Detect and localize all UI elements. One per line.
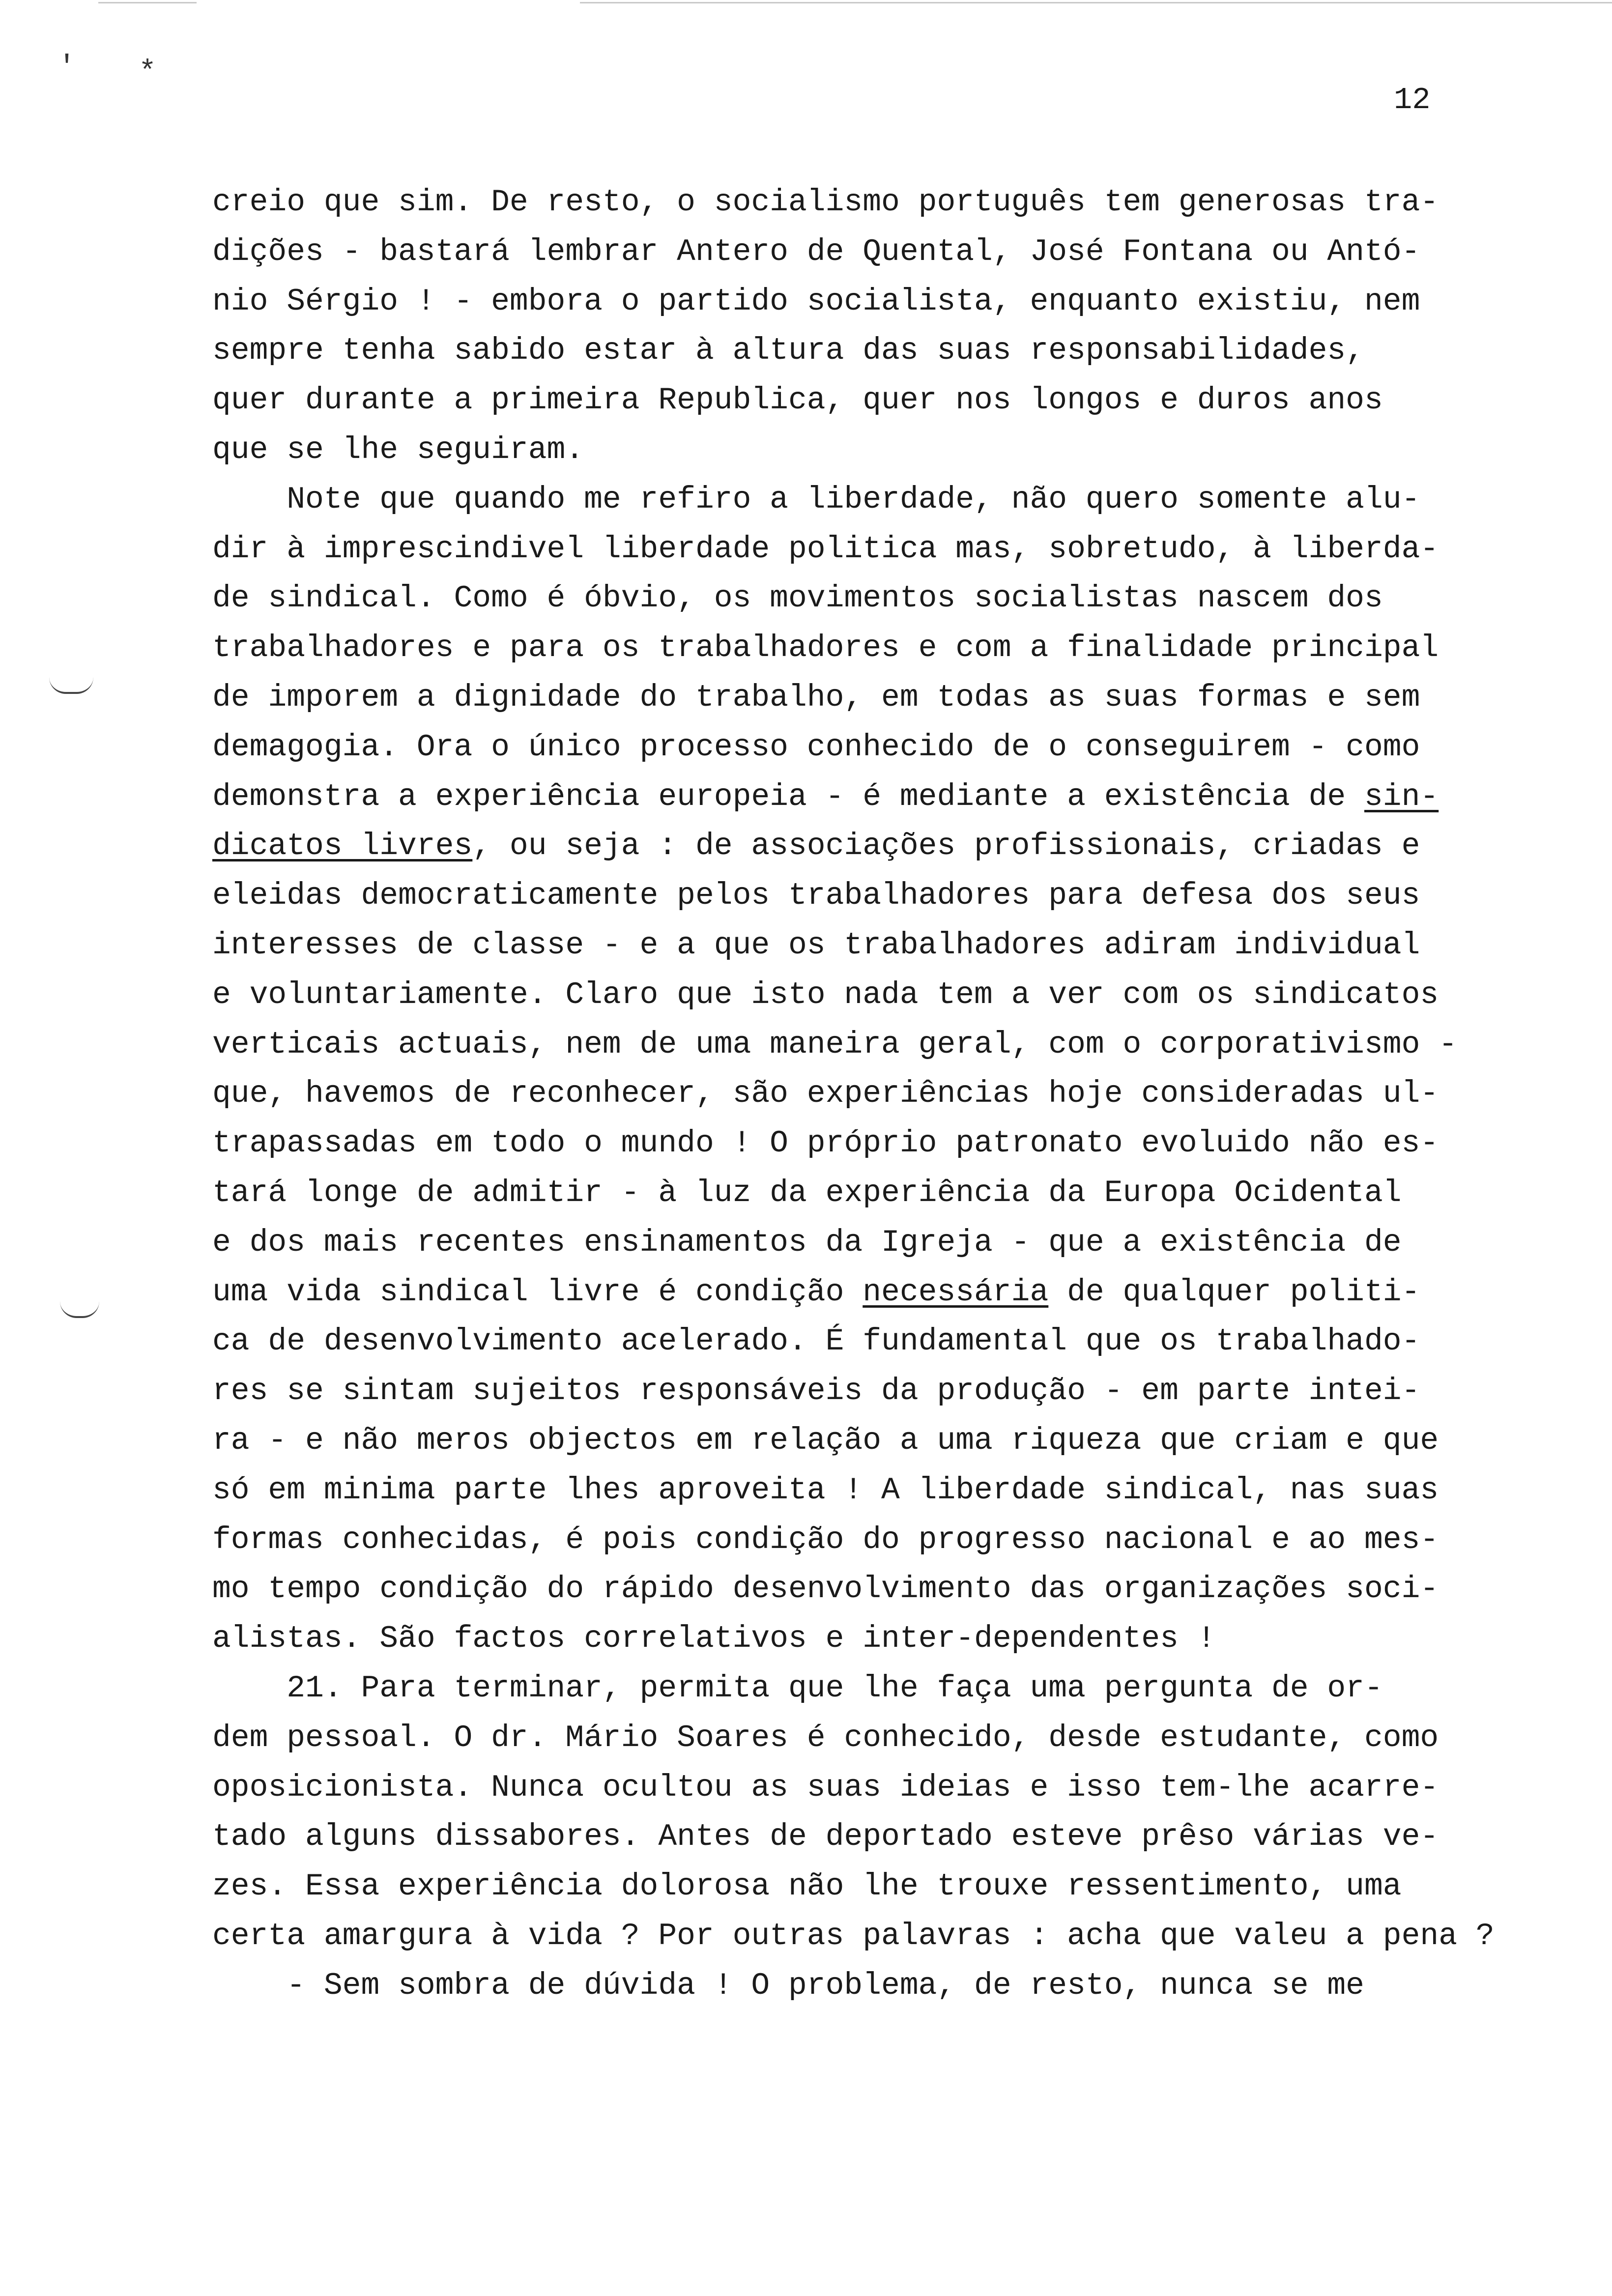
line-text: alistas. São factos correlativos e inter-dependentes !	[212, 1621, 1216, 1657]
text-line	[212, 1565, 1583, 1614]
text-line	[212, 277, 1583, 327]
page-number: 12	[1394, 83, 1431, 117]
line-text: que se lhe seguiram.	[212, 432, 584, 467]
text-line	[212, 1614, 1583, 1664]
text-line	[212, 178, 1583, 228]
line-text: , ou seja : de associações profissionais, criadas e	[472, 829, 1420, 864]
text-line	[212, 1763, 1583, 1813]
margin-curve-lower	[60, 1301, 99, 1318]
text-line	[212, 1367, 1583, 1416]
text-line	[212, 1714, 1583, 1763]
text-line	[212, 1317, 1583, 1367]
text-line	[212, 871, 1583, 921]
text-line	[212, 1119, 1583, 1169]
line-text: oposicionista. Nunca ocultou as suas ideias e isso tem-lhe acarre-	[212, 1770, 1439, 1805]
text-line	[212, 624, 1583, 673]
line-text: 21. Para terminar, permita que lhe faça uma pergunta de or-	[212, 1670, 1383, 1706]
top-rule-left	[98, 2, 197, 3]
line-text: trabalhadores e para os trabalhadores e com a finalidade principal	[212, 631, 1439, 666]
margin-curve-upper	[49, 677, 93, 694]
text-line	[212, 1069, 1583, 1119]
line-text: quer durante a primeira Republica, quer nos longos e duros anos	[212, 383, 1383, 418]
line-text: demagogia. Ora o único processo conhecido de o conseguirem - como	[212, 729, 1420, 765]
line-text: creio que sim. De resto, o socialismo português tem generosas tra-	[212, 185, 1439, 220]
text-line	[212, 822, 1583, 871]
line-text: de sindical. Como é óbvio, os movimentos socialistas nascem dos	[212, 581, 1383, 616]
text-line	[212, 376, 1583, 426]
text-line	[212, 1466, 1583, 1516]
text-line	[212, 1516, 1583, 1565]
line-text: dem pessoal. O dr. Mário Soares é conhecido, desde estudante, como	[212, 1720, 1439, 1755]
line-text: Note que quando me refiro a liberdade, não quero somente alu-	[212, 482, 1420, 517]
line-text: eleidas democraticamente pelos trabalhadores para defesa dos seus	[212, 878, 1420, 914]
line-text: de imporem a dignidade do trabalho, em todas as suas formas e sem	[212, 680, 1420, 715]
line-text: formas conhecidas, é pois condição do progresso nacional e ao mes-	[212, 1522, 1439, 1557]
line-text: uma vida sindical livre é condição	[212, 1274, 863, 1310]
line-text: ca de desenvolvimento acelerado. É fundamental que os trabalhado-	[212, 1324, 1420, 1359]
underlined-text: sin-	[1364, 779, 1439, 814]
text-line	[212, 1416, 1583, 1466]
line-text: só em minima parte lhes aproveita ! A liberdade sindical, nas suas	[212, 1472, 1439, 1508]
top-rule-right	[580, 2, 1612, 3]
line-text: dir à imprescindivel liberdade politica mas, sobretudo, à liberda-	[212, 531, 1439, 567]
text-line	[212, 475, 1583, 525]
line-text: de qualquer politi-	[1048, 1274, 1420, 1310]
line-text: dições - bastará lembrar Antero de Quental, José Fontana ou Antó-	[212, 234, 1420, 269]
line-text: - Sem sombra de dúvida ! O problema, de resto, nunca se me	[212, 1968, 1364, 2003]
line-text: zes. Essa experiência dolorosa não lhe trouxe ressentimento, uma	[212, 1869, 1402, 1904]
body-text	[212, 178, 1583, 2010]
text-line	[212, 326, 1583, 376]
underlined-text: necessária	[863, 1274, 1049, 1310]
line-text: demonstra a experiência europeia - é mediante a existência de	[212, 779, 1364, 814]
line-text: que, havemos de reconhecer, são experiências hoje consideradas ul-	[212, 1076, 1439, 1112]
line-text: sempre tenha sabido estar à altura das suas responsabilidades,	[212, 333, 1364, 369]
text-line	[212, 921, 1583, 971]
text-line	[212, 228, 1583, 277]
margin-mark-star: *	[139, 56, 157, 89]
text-line	[212, 1020, 1583, 1070]
text-line	[212, 1912, 1583, 1961]
text-line	[212, 1664, 1583, 1714]
margin-mark-dot: '	[58, 51, 76, 85]
text-line	[212, 1812, 1583, 1862]
text-line	[212, 426, 1583, 475]
text-line	[212, 773, 1583, 822]
line-text: tará longe de admitir - à luz da experiência da Europa Ocidental	[212, 1175, 1402, 1210]
underlined-text: dicatos livres	[212, 829, 473, 864]
text-line	[212, 1862, 1583, 1912]
text-line	[212, 1218, 1583, 1268]
line-text: certa amargura à vida ? Por outras palavras : acha que valeu a pena ?	[212, 1918, 1495, 1953]
text-line	[212, 1961, 1583, 2011]
line-text: trapassadas em todo o mundo ! O próprio patronato evoluido não es-	[212, 1126, 1439, 1161]
line-text: nio Sérgio ! - embora o partido socialista, enquanto existiu, nem	[212, 284, 1420, 319]
text-line	[212, 574, 1583, 624]
line-text: tado alguns dissabores. Antes de deportado esteve prêso várias ve-	[212, 1819, 1439, 1855]
line-text: res se sintam sujeitos responsáveis da produção - em parte intei-	[212, 1374, 1420, 1409]
text-line	[212, 1169, 1583, 1218]
line-text: interesses de classe - e a que os trabalhadores adiram individual	[212, 927, 1420, 963]
text-line	[212, 673, 1583, 723]
line-text: mo tempo condição do rápido desenvolvimento das organizações soci-	[212, 1572, 1439, 1607]
line-text: e voluntariamente. Claro que isto nada tem a ver com os sindicatos	[212, 977, 1439, 1012]
line-text: verticais actuais, nem de uma maneira geral, com o corporativismo -	[212, 1027, 1458, 1062]
line-text: ra - e não meros objectos em relação a uma riqueza que criam e que	[212, 1423, 1439, 1458]
text-line	[212, 971, 1583, 1020]
text-line	[212, 723, 1583, 773]
line-text: e dos mais recentes ensinamentos da Igreja - que a existência de	[212, 1225, 1402, 1260]
text-line	[212, 525, 1583, 574]
text-line	[212, 1268, 1583, 1318]
